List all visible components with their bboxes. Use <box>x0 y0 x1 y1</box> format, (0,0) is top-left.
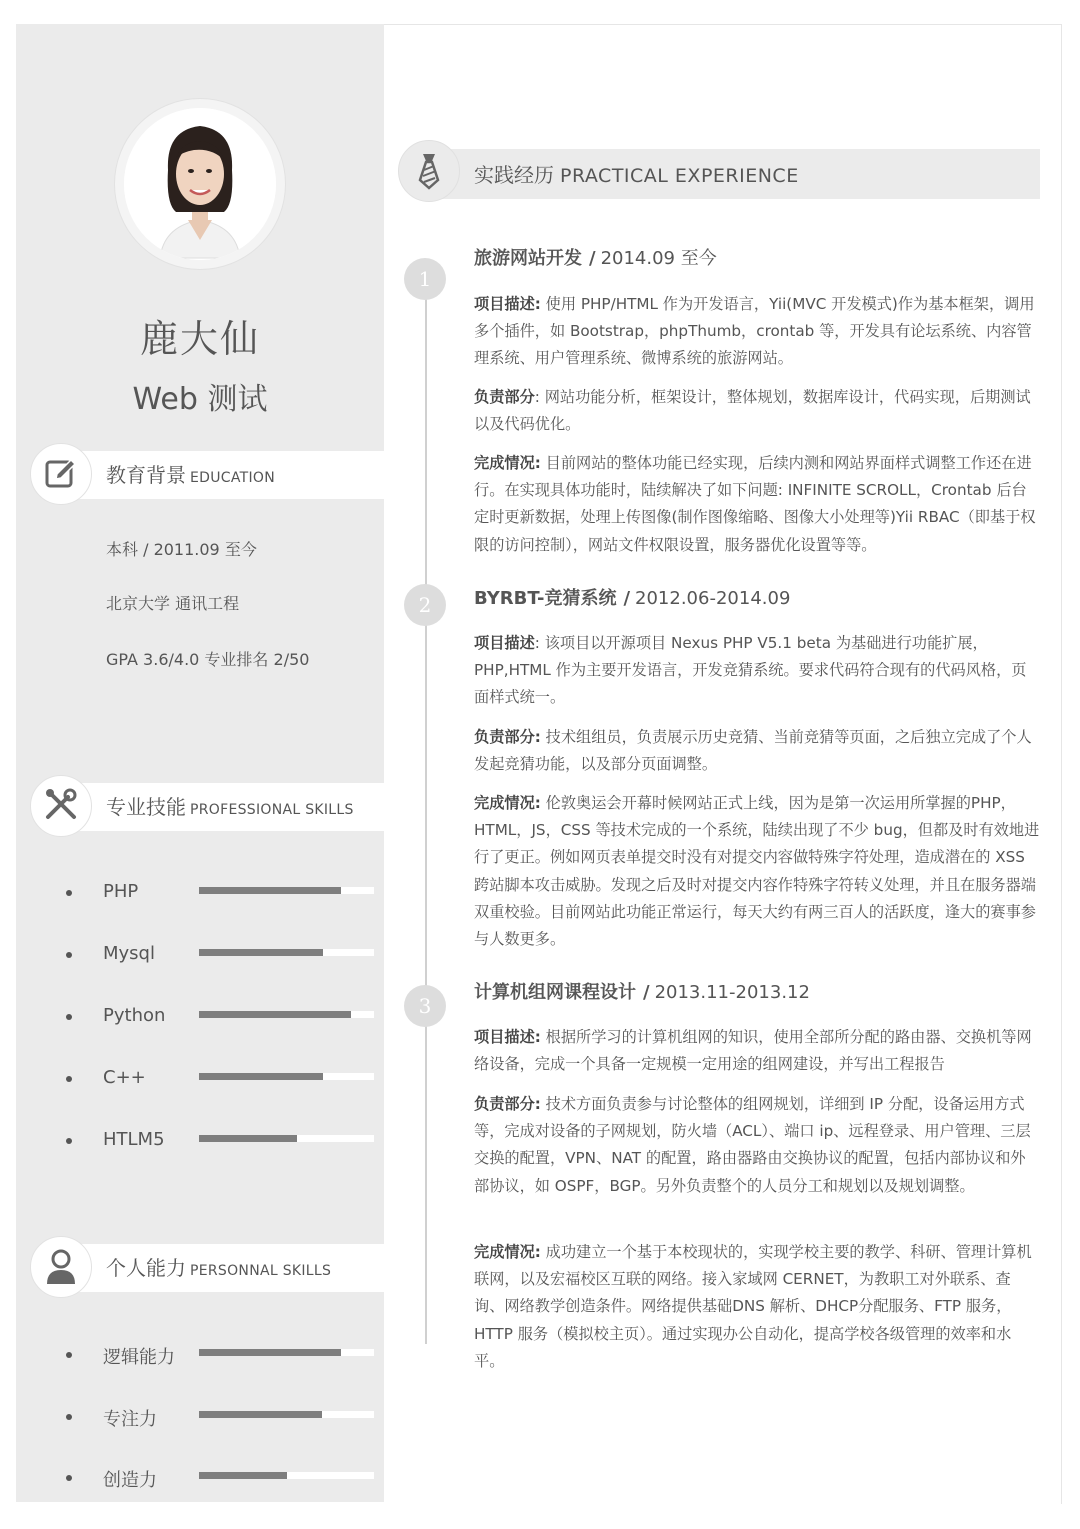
skill-bar-fill <box>199 887 341 894</box>
project-responsibility <box>474 384 1040 438</box>
user-icon <box>30 1236 92 1298</box>
skill-label: C++ <box>103 1067 146 1088</box>
field-text: 使用 PHP/HTML 作为开发语言，Yii(MVC 开发模式)作为基本框架，调用多个插件，如 Bootstrap，phpThumb，crontab 等，开发具有论坛系统、内容管理系统、用户管理系统、微博系统的旅游网站。 <box>474 295 1035 368</box>
skill-bar-fill <box>199 1135 297 1142</box>
skill-row <box>62 1005 374 1029</box>
field-text: 伦敦奥运会开幕时候网站正式上线，因为是第一次运用所掌握的PHP，HTML，JS，CSS 等技术完成的一个系统，陆续出现了不少 bug，但都及时有效地进行了更正。例如网页表单提交时没有对提交内容做特殊字符处理，造成潜在的 XSS 跨站脚本攻击威胁。发现之后及时对提交内容作特殊字符转义处理，并且在服务器端双重校验。目前网站此功能正常运行，每天大约有两三百人的活跃度，逢大的赛事参与人数更多。 <box>474 794 1040 949</box>
field-text: 技术方面负责参与讨论整体的组网规划，详细到 IP 分配，设备运用方式等，完成对设备的子网规划，防火墙（ACL）、端口 ip、远程登录、用户管理、三层交换的配置，VPN、NAT 的配置，路由器路由交换协议的配置，包括内部协议和外部协议，如 OSPF，BGP。另外负责整个的人员分工和规划以及规划调整。 <box>474 1095 1031 1195</box>
bullet-icon <box>66 952 72 958</box>
field-text: 根据所学习的计算机组网的知识，使用全部所分配的路由器、交换机等网络设备，完成一个具备一定规模一定用途的组网建设，并写出工程报告 <box>474 1028 1032 1074</box>
education-school: 北京大学 通讯工程 <box>106 594 240 613</box>
skill-label: 专注力 <box>103 1409 157 1430</box>
experience-title: 实践经历 <box>474 163 554 187</box>
pro-skills-title-en: PROFESSIONAL SKILLS <box>190 802 354 818</box>
education-gpa: GPA 3.6/4.0 专业排名 2/50 <box>106 650 310 669</box>
candidate-role: Web 测试 <box>132 382 268 417</box>
education-title: 教育背景 <box>106 463 186 487</box>
project-date: 2013.11-2013.12 <box>654 982 810 1003</box>
experience-title-en: PRACTICAL EXPERIENCE <box>560 165 799 187</box>
project-result <box>474 450 1040 559</box>
personal-skills-title: 个人能力 <box>106 1256 186 1280</box>
project-name: 旅游网站开发 <box>474 248 582 269</box>
project-date: 2014.09 至今 <box>600 248 717 269</box>
field-text: 目前网站的整体功能已经实现，后续内测和网站界面样式调整工作还在进行。在实现具体功能时，陆续解决了如下问题: INFINITE SCROLL，Crontab 后台定时更新数据，处理上传图像(制作图像缩略、图像大小处理等)Yii RBAC（即基于权限的访问控制），网站文件权限设置，服务器优化设置等等。 <box>474 454 1036 554</box>
field-text: 技术组组员，负责展示历史竞猜、当前竞猜等页面，之后独立完成了个人发起竞猜功能，以及部分页面调整。 <box>474 728 1032 774</box>
skill-bar-fill <box>199 1472 287 1479</box>
project-result <box>474 1239 1040 1375</box>
pro-skills-title: 专业技能 <box>106 795 186 819</box>
skill-label: HTLM5 <box>103 1129 165 1150</box>
timeline-marker: 3 <box>404 985 446 1027</box>
project-responsibility <box>474 1091 1040 1200</box>
bullet-icon <box>66 890 72 896</box>
education-degree: 本科 / 2011.09 至今 <box>106 540 257 559</box>
field-label: 负责部分 <box>474 388 535 406</box>
bullet-icon <box>66 1352 72 1358</box>
skill-row <box>62 1067 374 1091</box>
skill-label: 逻辑能力 <box>103 1347 175 1368</box>
timeline-marker: 1 <box>404 258 446 300</box>
timeline-marker: 2 <box>404 584 446 626</box>
tools-icon <box>30 775 92 837</box>
field-label: 项目描述: <box>474 1028 541 1046</box>
skill-label: 创造力 <box>103 1470 157 1491</box>
project-responsibility <box>474 724 1040 778</box>
bullet-icon <box>66 1475 72 1481</box>
bullet-icon <box>66 1076 72 1082</box>
field-text: 成功建立一个基于本校现状的，实现学校主要的教学、科研、管理计算机联网，以及宏福校区互联的网络。接入家域网 CERNET，为教职工对外联系、查询、网络教学创造条件。网络提供基础DNS 解析、DHCP分配服务、FTP 服务，HTTP 服务（模拟校主页）。通过实现办公自动化，提高学校各级管理的效率和水平。 <box>474 1243 1032 1370</box>
avatar <box>124 108 276 260</box>
skill-row <box>62 1129 374 1153</box>
project-name: 计算机组网课程设计 <box>474 982 636 1003</box>
candidate-name: 鹿大仙 <box>139 317 260 361</box>
skill-bar-track <box>199 1411 374 1418</box>
skill-bar-track <box>199 887 374 894</box>
edit-icon <box>30 443 92 505</box>
field-label: 完成情况: <box>474 454 541 472</box>
skill-label: PHP <box>103 881 139 902</box>
skill-bar-fill <box>199 1011 351 1018</box>
field-label: 项目描述 <box>474 634 535 652</box>
skill-bar-fill <box>199 1411 322 1418</box>
field-label: 负责部分: <box>474 728 541 746</box>
project-description <box>474 630 1040 712</box>
project-title: 计算机组网课程设计 / 2013.11-2013.12 <box>474 982 810 1003</box>
bullet-icon <box>66 1138 72 1144</box>
skill-bar-fill <box>199 1073 323 1080</box>
skill-row <box>62 943 374 967</box>
tie-icon <box>398 140 460 202</box>
skill-row <box>62 881 374 905</box>
timeline-line <box>425 268 427 1344</box>
bullet-icon <box>66 1014 72 1020</box>
skill-bar-track <box>199 1073 374 1080</box>
project-title: BYRBT-竞猜系统 / 2012.06-2014.09 <box>474 588 791 609</box>
experience-header <box>398 140 1040 202</box>
skill-bar-fill <box>199 949 323 956</box>
skill-bar-track <box>199 1135 374 1142</box>
project-result <box>474 790 1040 953</box>
education-title-en: EDUCATION <box>190 470 276 486</box>
field-label: 负责部分: <box>474 1095 541 1113</box>
bullet-icon <box>66 1414 72 1420</box>
field-text: : 网站功能分析，框架设计，整体规划，数据库设计，代码实现，后期测试以及代码优化。 <box>474 388 1031 434</box>
project-date: 2012.06-2014.09 <box>635 588 791 609</box>
field-label: 完成情况: <box>474 1243 541 1261</box>
skill-label: Mysql <box>103 943 155 964</box>
skill-row <box>62 1343 374 1367</box>
skill-label: Python <box>103 1005 166 1026</box>
skill-bar-track <box>199 1011 374 1018</box>
skill-bar-track <box>199 1349 374 1356</box>
field-label: 完成情况: <box>474 794 541 812</box>
skill-row <box>62 1405 374 1429</box>
project-title: 旅游网站开发 / 2014.09 至今 <box>474 248 717 269</box>
avatar-frame <box>114 98 286 270</box>
skill-bar-track <box>199 1472 374 1479</box>
skill-bar-fill <box>199 1349 341 1356</box>
project-description <box>474 1024 1040 1078</box>
field-label: 项目描述: <box>474 295 541 313</box>
skill-row <box>62 1466 374 1490</box>
project-name: BYRBT-竞猜系统 <box>474 588 617 609</box>
personal-skills-title-en: PERSONNAL SKILLS <box>190 1263 332 1279</box>
project-description <box>474 291 1040 373</box>
skill-bar-track <box>199 949 374 956</box>
field-text: : 该项目以开源项目 Nexus PHP V5.1 beta 为基础进行功能扩展，PHP,HTML 作为主要开发语言，开发竞猜系统。要求代码符合现有的代码风格，页面样式统一。 <box>474 634 1027 707</box>
